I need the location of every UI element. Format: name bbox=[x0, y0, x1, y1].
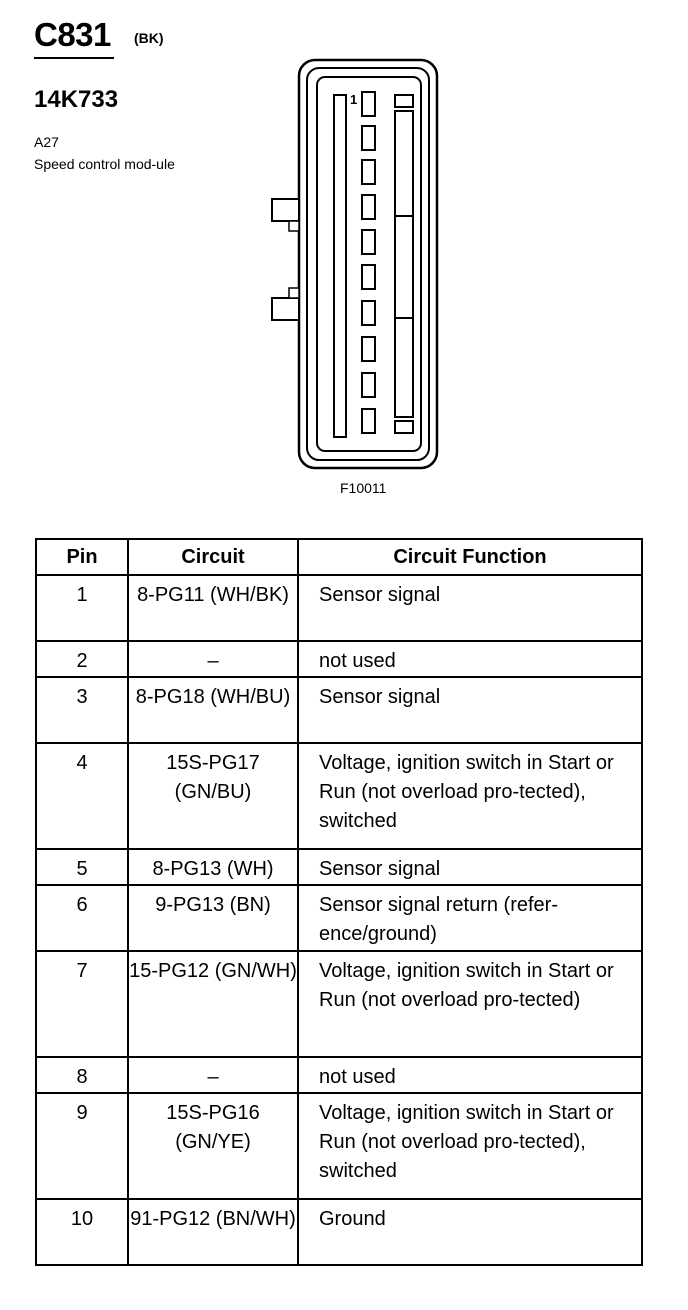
circuit-function: Voltage, ignition switch in Start or Run (not overload pro-tected), switched bbox=[298, 1093, 642, 1199]
circuit: 8-PG18 (WH/BU) bbox=[128, 677, 298, 743]
table-row bbox=[36, 575, 642, 641]
header-circuit: Circuit bbox=[128, 539, 298, 575]
component-name: Speed control mod-ule bbox=[34, 156, 175, 172]
pin-cavity-2 bbox=[362, 126, 375, 150]
title-underline bbox=[34, 57, 114, 59]
right-rail-bottom-cap bbox=[395, 421, 413, 433]
circuit-function: Sensor signal bbox=[298, 677, 642, 743]
pin-cavity-7 bbox=[362, 301, 375, 325]
pin-cavity-6 bbox=[362, 265, 375, 289]
table-row bbox=[36, 1093, 642, 1199]
circuit: 15S-PG17 (GN/BU) bbox=[128, 743, 298, 849]
circuit: 9-PG13 (BN) bbox=[128, 885, 298, 951]
table-row bbox=[36, 885, 642, 951]
right-rail-top-cap bbox=[395, 95, 413, 107]
pin-1-label: 1 bbox=[350, 92, 358, 107]
pin-number: 1 bbox=[36, 575, 128, 641]
circuit: 15S-PG16 (GN/YE) bbox=[128, 1093, 298, 1199]
table-row bbox=[36, 743, 642, 849]
pin-number: 4 bbox=[36, 743, 128, 849]
pin-number: 2 bbox=[36, 641, 128, 677]
pin-number: 8 bbox=[36, 1057, 128, 1093]
pin-number: 5 bbox=[36, 849, 128, 885]
circuit-function: Sensor signal bbox=[298, 575, 642, 641]
pin-cavities bbox=[362, 92, 375, 433]
lock-tab-lower bbox=[272, 298, 299, 320]
circuit: 91-PG12 (BN/WH) bbox=[128, 1199, 298, 1265]
circuit: 15-PG12 (GN/WH) bbox=[128, 951, 298, 1057]
figure-number: F10011 bbox=[340, 480, 387, 496]
pin-table bbox=[35, 538, 643, 1266]
table-row bbox=[36, 849, 642, 885]
connector-face-diagram bbox=[265, 55, 445, 475]
connector-title: C831 bbox=[34, 16, 111, 53]
circuit-function: Voltage, ignition switch in Start or Run (not overload pro-tected), switched bbox=[298, 743, 642, 849]
part-number: 14K733 bbox=[34, 86, 119, 113]
table-row bbox=[36, 641, 642, 677]
pin-cavity-10 bbox=[362, 409, 375, 433]
pin-cavity-3 bbox=[362, 160, 375, 184]
table-row bbox=[36, 677, 642, 743]
circuit: – bbox=[128, 1057, 298, 1093]
lock-tab-lower-nub bbox=[289, 288, 299, 298]
table-row bbox=[36, 1057, 642, 1093]
circuit-function: Sensor signal return (refer-ence/ground) bbox=[298, 885, 642, 951]
lock-tab-upper bbox=[272, 199, 299, 221]
keying-slot-left bbox=[334, 95, 346, 437]
lock-tab-upper-nub bbox=[289, 221, 299, 231]
pin-number: 9 bbox=[36, 1093, 128, 1199]
pin-cavity-5 bbox=[362, 230, 375, 254]
circuit-function: Sensor signal bbox=[298, 849, 642, 885]
pin-number: 7 bbox=[36, 951, 128, 1057]
pin-number: 6 bbox=[36, 885, 128, 951]
pin-cavity-1 bbox=[362, 92, 375, 116]
circuit-function: Voltage, ignition switch in Start or Run (not overload pro-tected) bbox=[298, 951, 642, 1057]
table-row bbox=[36, 951, 642, 1057]
header-pin: Pin bbox=[36, 539, 128, 575]
pin-cavity-8 bbox=[362, 337, 375, 361]
pin-number: 3 bbox=[36, 677, 128, 743]
circuit-function: Ground bbox=[298, 1199, 642, 1265]
pin-cavity-4 bbox=[362, 195, 375, 219]
circuit: 8-PG11 (WH/BK) bbox=[128, 575, 298, 641]
circuit: 8-PG13 (WH) bbox=[128, 849, 298, 885]
header-circuit-function: Circuit Function bbox=[298, 539, 642, 575]
circuit-function: not used bbox=[298, 641, 642, 677]
right-rail bbox=[395, 111, 413, 417]
pin-table-header bbox=[36, 539, 642, 575]
component-id: A27 bbox=[34, 134, 59, 150]
table-row bbox=[36, 1199, 642, 1265]
circuit: – bbox=[128, 641, 298, 677]
pin-number: 10 bbox=[36, 1199, 128, 1265]
connector-color-code: (BK) bbox=[134, 30, 164, 46]
pin-cavity-9 bbox=[362, 373, 375, 397]
circuit-function: not used bbox=[298, 1057, 642, 1093]
